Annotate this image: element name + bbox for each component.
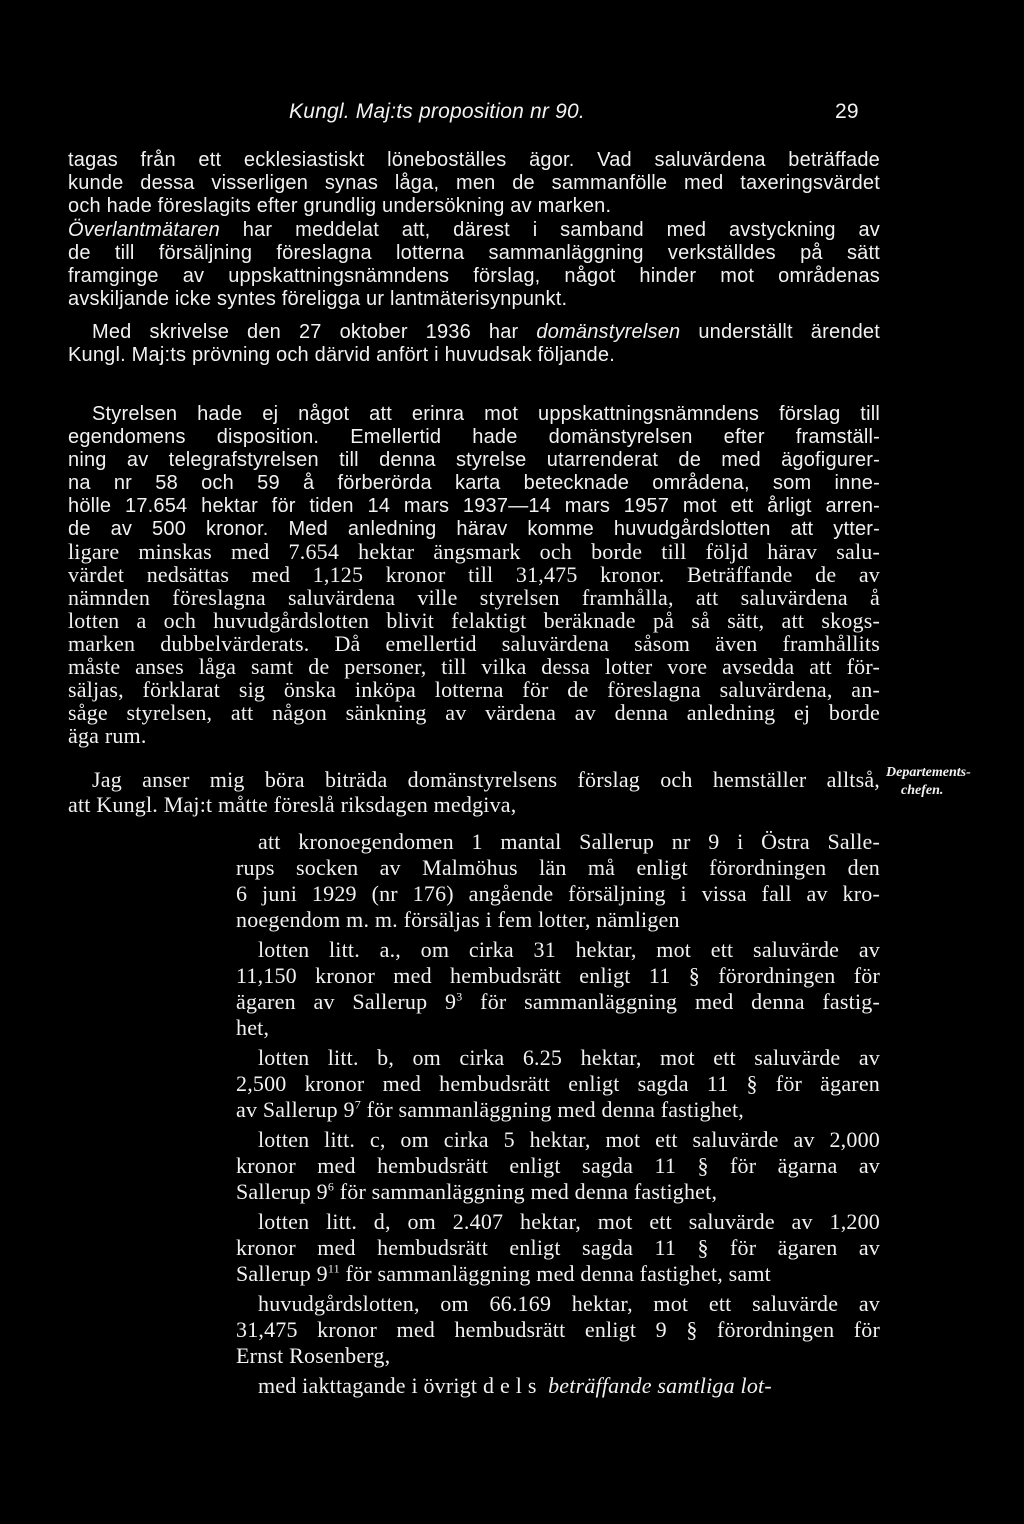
proposal-line: rups socken av Malmöhus län må enligt förordningen den — [236, 855, 880, 880]
quote-line: egendomens disposition. Emellertid hade domänstyrelsen efter framställ- — [68, 426, 880, 448]
quote-line: ning av telegrafstyrelsen till denna styrelse utarrenderat de med ägofigurer- — [68, 449, 880, 471]
quote-line: såge styrelsen, att någon sänkning av värdena av denna anledning ej borde — [68, 700, 880, 725]
lot-a-line: 11,150 kronor med hembudsrätt enligt 11 § förordningen för — [236, 963, 880, 988]
para1-line-1: tagas från ett ecklesiastiskt löneboställes ägor. Vad saluvärdena beträffade — [68, 149, 880, 171]
page-number: 29 — [835, 100, 859, 123]
lot-c-line: kronor med hembudsrätt enligt sagda 11 § för ägarna av — [236, 1153, 880, 1178]
lot-b-line: 2,500 kronor med hembudsrätt enligt sagda 11 § för ägaren — [236, 1071, 880, 1096]
quote-line: ligare minskas med 7.654 hektar ängsmark och borde till följd härav salu- — [68, 539, 880, 564]
quote-line: nämnden föreslagna saluvärdena ville styrelsen framhålla, att saluvärdena å — [68, 585, 880, 610]
quote-line: värdet nedsättas med 1,125 kronor till 31,475 kronor. Beträffande de av — [68, 562, 880, 587]
quote-line: hölle 17.654 hektar för tiden 14 mars 1937—14 mars 1957 mot ett årligt arren- — [68, 495, 880, 517]
lot-d-line: Sallerup $9^{11}$ för sammanläggning med denna fastighet, samt — [236, 1261, 771, 1286]
quote-line: marken dubbelvärderats. Då emellertid saluvärdena såsom även framhållits — [68, 631, 880, 656]
quote-line: säljas, förklarat sig önska inköpa lotterna för de föreslagna saluvärdena, an- — [68, 677, 880, 702]
para1-line-3: och hade föreslagits efter grundlig undersökning av marken. — [68, 195, 612, 217]
para2-line-4: avskiljande icke syntes föreligga ur lantmäterisynpunkt. — [68, 288, 568, 310]
margin-note-line-2: chefen. — [901, 783, 944, 798]
para3-line-2: Kungl. Maj:ts prövning och därvid anfört i huvudsak följande. — [68, 344, 615, 366]
para2-line-2: de till försäljning föreslagna lotterna sammanläggning verkställdes på sätt — [68, 242, 880, 264]
para2-line-3: framginge av uppskattningsnämndens förslag, något hinder mot områdenas — [68, 265, 880, 287]
domanstyrelsen-emphasis: domänstyrelsen — [536, 321, 681, 343]
lot-a-line: ägaren av Sallerup $9^3$ för sammanläggning med denna fastig- — [236, 989, 880, 1014]
closing-emphasis: beträffande samtliga lot- — [548, 1373, 772, 1398]
dels-spaced: dels — [482, 1373, 543, 1398]
lot-a-line: het, — [236, 1015, 270, 1040]
quote-line: Styrelsen hade ej något att erinra mot uppskattningsnämndens förslag till — [92, 403, 880, 425]
running-header: Kungl. Maj:ts proposition nr 90. — [289, 100, 585, 123]
proposal-line: att kronoegendomen 1 mantal Sallerup nr 9 i Östra Salle- — [258, 829, 880, 854]
para1-line-2: kunde dessa visserligen synas låga, men de sammanfölle med taxeringsvärdet — [68, 172, 880, 194]
quote-line: måste anses låga samt de personer, till vilka dessa lotter vore avsedda att för- — [68, 654, 880, 679]
proposal-line: noegendom m. m. försäljas i fem lotter, nämligen — [236, 907, 680, 932]
main-lot-line: 31,475 kronor med hembudsrätt enligt 9 § förordningen för — [236, 1317, 880, 1342]
para2-line-1: Överlantmätaren har meddelat att, därest i samband med avstyckning av — [68, 219, 880, 241]
lot-c-line: Sallerup $9^6$ för sammanläggning med denna fastighet, — [236, 1179, 718, 1204]
quote-line: äga rum. — [68, 723, 147, 748]
main-lot-line: Ernst Rosenberg, — [236, 1343, 391, 1368]
lot-d-line: kronor med hembudsrätt enligt sagda 11 § för ägaren av — [236, 1235, 880, 1260]
minister-line-1: Jag anser mig böra biträda domänstyrelsens förslag och hemställer alltså, — [92, 767, 880, 792]
lot-d-line: lotten litt. d, om 2.407 hektar, mot ett saluvärde av 1,200 — [258, 1209, 880, 1234]
lot-b-line: av Sallerup $9^7$ för sammanläggning med denna fastighet, — [236, 1097, 745, 1122]
quote-line: de av 500 kronor. Med anledning härav komme huvudgårdslotten att ytter- — [68, 518, 880, 540]
proposal-line: 6 juni 1929 (nr 176) angående försäljning i vissa fall av kro- — [236, 881, 880, 906]
quote-line: lotten a och huvudgårdslotten blivit felaktigt beräknade på så sätt, att skogs- — [68, 608, 880, 633]
closing-line: med iakttagande i övrigt dels beträffande samtliga lot- — [258, 1373, 772, 1398]
lot-b-line: lotten litt. b, om cirka 6.25 hektar, mot ett saluvärde av — [258, 1045, 880, 1070]
lot-a-line: lotten litt. a., om cirka 31 hektar, mot ett saluvärde av — [258, 937, 880, 962]
lot-c-line: lotten litt. c, om cirka 5 hektar, mot ett saluvärde av 2,000 — [258, 1127, 880, 1152]
minister-line-2: att Kungl. Maj:t måtte föreslå riksdagen medgiva, — [68, 792, 517, 817]
margin-note-line-1: Departements- — [886, 765, 971, 780]
quote-line: na nr 58 och 59 å förberörda karta betecknade områdena, som inne- — [68, 472, 880, 494]
para3-line-1: Med skrivelse den 27 oktober 1936 har domänstyrelsen underställt ärendet — [92, 321, 880, 343]
overlantmataren-emphasis: Överlantmätaren — [68, 219, 220, 241]
main-lot-line: huvudgårdslotten, om 66.169 hektar, mot ett saluvärde av — [258, 1291, 880, 1316]
